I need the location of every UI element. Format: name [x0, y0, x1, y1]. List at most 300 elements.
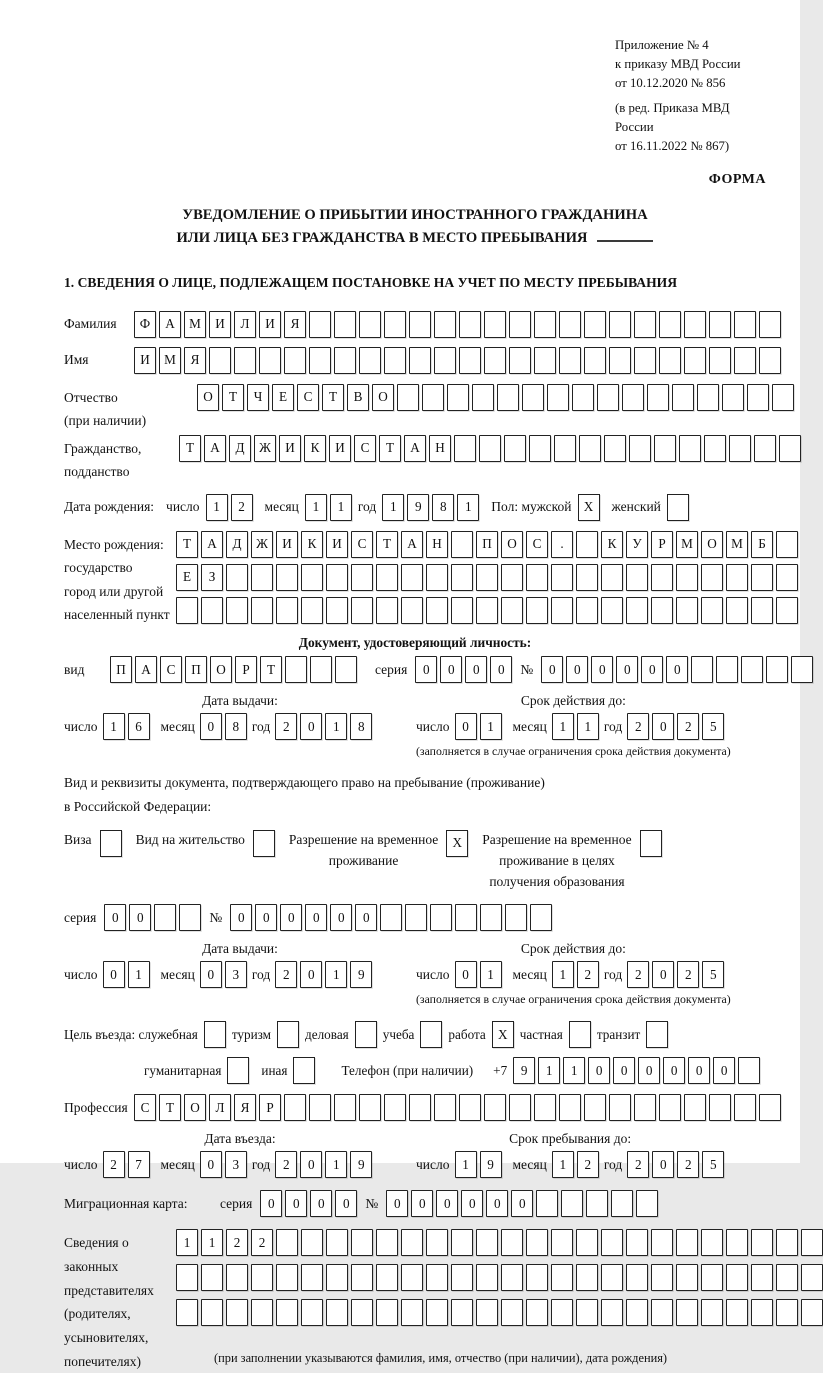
- char-cell[interactable]: Р: [259, 1094, 281, 1121]
- char-cell[interactable]: [334, 1094, 356, 1121]
- char-cell[interactable]: Д: [229, 435, 251, 462]
- char-cell[interactable]: [734, 1094, 756, 1121]
- char-cell[interactable]: [776, 597, 798, 624]
- char-cell[interactable]: О: [701, 531, 723, 558]
- char-cell[interactable]: [659, 311, 681, 338]
- char-cell[interactable]: [626, 1264, 648, 1291]
- char-cell[interactable]: [409, 311, 431, 338]
- char-cell[interactable]: И: [279, 435, 301, 462]
- char-cell[interactable]: [401, 597, 423, 624]
- char-cell[interactable]: 0: [436, 1190, 458, 1217]
- char-cell[interactable]: [561, 1190, 583, 1217]
- char-cell[interactable]: 2: [577, 1151, 599, 1178]
- char-cell[interactable]: 0: [455, 961, 477, 988]
- char-cell[interactable]: 0: [616, 656, 638, 683]
- char-cell[interactable]: [597, 384, 619, 411]
- char-cell[interactable]: [551, 1299, 573, 1326]
- char-cell[interactable]: [701, 1264, 723, 1291]
- char-cell[interactable]: [751, 1264, 773, 1291]
- char-cell[interactable]: [276, 1299, 298, 1326]
- char-cell[interactable]: М: [159, 347, 181, 374]
- char-cell[interactable]: 0: [386, 1190, 408, 1217]
- char-cell[interactable]: О: [372, 384, 394, 411]
- char-cell[interactable]: 1: [128, 961, 150, 988]
- char-cell[interactable]: [726, 1229, 748, 1256]
- char-cell[interactable]: [526, 1264, 548, 1291]
- char-cell[interactable]: 0: [200, 1151, 222, 1178]
- char-cell[interactable]: [751, 1229, 773, 1256]
- char-cell[interactable]: [676, 1299, 698, 1326]
- char-cell[interactable]: [401, 564, 423, 591]
- char-cell[interactable]: [176, 597, 198, 624]
- char-cell[interactable]: Т: [260, 656, 282, 683]
- purpose-study-checkbox[interactable]: [420, 1021, 442, 1048]
- char-cell[interactable]: [622, 384, 644, 411]
- char-cell[interactable]: [384, 311, 406, 338]
- char-cell[interactable]: [779, 435, 801, 462]
- char-cell[interactable]: [251, 597, 273, 624]
- char-cell[interactable]: [351, 1264, 373, 1291]
- char-cell[interactable]: [741, 656, 763, 683]
- char-cell[interactable]: [609, 311, 631, 338]
- char-cell[interactable]: К: [301, 531, 323, 558]
- char-cell[interactable]: [397, 384, 419, 411]
- char-cell[interactable]: 1: [330, 494, 352, 521]
- char-cell[interactable]: [447, 384, 469, 411]
- char-cell[interactable]: .: [551, 531, 573, 558]
- char-cell[interactable]: 0: [310, 1190, 332, 1217]
- char-cell[interactable]: [572, 384, 594, 411]
- char-cell[interactable]: [359, 347, 381, 374]
- char-cell[interactable]: [551, 597, 573, 624]
- char-cell[interactable]: [601, 564, 623, 591]
- char-cell[interactable]: [276, 1229, 298, 1256]
- char-cell[interactable]: [201, 1264, 223, 1291]
- char-cell[interactable]: [301, 1229, 323, 1256]
- char-cell[interactable]: [179, 904, 201, 931]
- female-checkbox[interactable]: [667, 494, 689, 521]
- char-cell[interactable]: [684, 1094, 706, 1121]
- char-cell[interactable]: [505, 904, 527, 931]
- char-cell[interactable]: 8: [432, 494, 454, 521]
- char-cell[interactable]: 9: [513, 1057, 535, 1084]
- char-cell[interactable]: Ф: [134, 311, 156, 338]
- char-cell[interactable]: 0: [260, 1190, 282, 1217]
- char-cell[interactable]: 0: [688, 1057, 710, 1084]
- char-cell[interactable]: 0: [663, 1057, 685, 1084]
- char-cell[interactable]: [551, 1229, 573, 1256]
- char-cell[interactable]: 0: [511, 1190, 533, 1217]
- char-cell[interactable]: [554, 435, 576, 462]
- char-cell[interactable]: [709, 311, 731, 338]
- char-cell[interactable]: [629, 435, 651, 462]
- char-cell[interactable]: [259, 347, 281, 374]
- char-cell[interactable]: [351, 597, 373, 624]
- char-cell[interactable]: [326, 1264, 348, 1291]
- char-cell[interactable]: [409, 1094, 431, 1121]
- char-cell[interactable]: [301, 564, 323, 591]
- char-cell[interactable]: 0: [588, 1057, 610, 1084]
- char-cell[interactable]: [726, 1264, 748, 1291]
- char-cell[interactable]: Л: [209, 1094, 231, 1121]
- char-cell[interactable]: 5: [702, 1151, 724, 1178]
- char-cell[interactable]: [251, 1299, 273, 1326]
- char-cell[interactable]: А: [401, 531, 423, 558]
- char-cell[interactable]: 2: [275, 713, 297, 740]
- char-cell[interactable]: 0: [335, 1190, 357, 1217]
- temp-residence-checkbox[interactable]: X: [446, 830, 468, 857]
- char-cell[interactable]: А: [204, 435, 226, 462]
- char-cell[interactable]: Я: [184, 347, 206, 374]
- char-cell[interactable]: О: [197, 384, 219, 411]
- char-cell[interactable]: [636, 1190, 658, 1217]
- char-cell[interactable]: С: [354, 435, 376, 462]
- char-cell[interactable]: И: [326, 531, 348, 558]
- char-cell[interactable]: [626, 1229, 648, 1256]
- char-cell[interactable]: [534, 311, 556, 338]
- char-cell[interactable]: [276, 564, 298, 591]
- char-cell[interactable]: 1: [480, 713, 502, 740]
- char-cell[interactable]: А: [159, 311, 181, 338]
- char-cell[interactable]: [509, 347, 531, 374]
- char-cell[interactable]: [476, 1264, 498, 1291]
- char-cell[interactable]: [559, 1094, 581, 1121]
- char-cell[interactable]: [609, 1094, 631, 1121]
- char-cell[interactable]: [651, 597, 673, 624]
- char-cell[interactable]: С: [351, 531, 373, 558]
- char-cell[interactable]: 1: [538, 1057, 560, 1084]
- char-cell[interactable]: 0: [652, 1151, 674, 1178]
- char-cell[interactable]: О: [184, 1094, 206, 1121]
- char-cell[interactable]: [672, 384, 694, 411]
- char-cell[interactable]: [309, 311, 331, 338]
- char-cell[interactable]: [284, 1094, 306, 1121]
- char-cell[interactable]: 1: [206, 494, 228, 521]
- char-cell[interactable]: [701, 1299, 723, 1326]
- char-cell[interactable]: 0: [461, 1190, 483, 1217]
- char-cell[interactable]: [479, 435, 501, 462]
- char-cell[interactable]: [497, 384, 519, 411]
- char-cell[interactable]: Д: [226, 531, 248, 558]
- char-cell[interactable]: 0: [486, 1190, 508, 1217]
- char-cell[interactable]: [801, 1229, 823, 1256]
- char-cell[interactable]: Е: [176, 564, 198, 591]
- char-cell[interactable]: [401, 1299, 423, 1326]
- char-cell[interactable]: С: [134, 1094, 156, 1121]
- char-cell[interactable]: О: [501, 531, 523, 558]
- char-cell[interactable]: [201, 597, 223, 624]
- char-cell[interactable]: [651, 564, 673, 591]
- char-cell[interactable]: [734, 311, 756, 338]
- char-cell[interactable]: [334, 347, 356, 374]
- char-cell[interactable]: Т: [176, 531, 198, 558]
- char-cell[interactable]: 1: [457, 494, 479, 521]
- char-cell[interactable]: [334, 311, 356, 338]
- char-cell[interactable]: [776, 1299, 798, 1326]
- char-cell[interactable]: [226, 1299, 248, 1326]
- char-cell[interactable]: [526, 597, 548, 624]
- char-cell[interactable]: Б: [751, 531, 773, 558]
- char-cell[interactable]: [684, 311, 706, 338]
- char-cell[interactable]: 0: [666, 656, 688, 683]
- char-cell[interactable]: [734, 347, 756, 374]
- char-cell[interactable]: 0: [103, 961, 125, 988]
- char-cell[interactable]: [201, 1299, 223, 1326]
- char-cell[interactable]: [726, 564, 748, 591]
- char-cell[interactable]: [601, 597, 623, 624]
- char-cell[interactable]: 0: [652, 961, 674, 988]
- residence-permit-checkbox[interactable]: [253, 830, 275, 857]
- char-cell[interactable]: [530, 904, 552, 931]
- char-cell[interactable]: [434, 1094, 456, 1121]
- char-cell[interactable]: И: [259, 311, 281, 338]
- char-cell[interactable]: 0: [200, 713, 222, 740]
- char-cell[interactable]: 1: [325, 1151, 347, 1178]
- char-cell[interactable]: [226, 1264, 248, 1291]
- char-cell[interactable]: [534, 1094, 556, 1121]
- char-cell[interactable]: [701, 1229, 723, 1256]
- char-cell[interactable]: [529, 435, 551, 462]
- char-cell[interactable]: З: [201, 564, 223, 591]
- char-cell[interactable]: В: [347, 384, 369, 411]
- char-cell[interactable]: [654, 435, 676, 462]
- char-cell[interactable]: [476, 1229, 498, 1256]
- char-cell[interactable]: 0: [300, 713, 322, 740]
- char-cell[interactable]: [480, 904, 502, 931]
- char-cell[interactable]: [251, 1264, 273, 1291]
- char-cell[interactable]: 0: [415, 656, 437, 683]
- char-cell[interactable]: [504, 435, 526, 462]
- char-cell[interactable]: [285, 656, 307, 683]
- purpose-private-checkbox[interactable]: [569, 1021, 591, 1048]
- char-cell[interactable]: Я: [234, 1094, 256, 1121]
- char-cell[interactable]: [251, 564, 273, 591]
- char-cell[interactable]: [476, 564, 498, 591]
- char-cell[interactable]: 9: [350, 1151, 372, 1178]
- char-cell[interactable]: [751, 597, 773, 624]
- char-cell[interactable]: 0: [652, 713, 674, 740]
- char-cell[interactable]: [276, 597, 298, 624]
- char-cell[interactable]: Т: [222, 384, 244, 411]
- char-cell[interactable]: 1: [325, 961, 347, 988]
- char-cell[interactable]: [451, 531, 473, 558]
- char-cell[interactable]: 1: [563, 1057, 585, 1084]
- char-cell[interactable]: 5: [702, 713, 724, 740]
- char-cell[interactable]: 1: [382, 494, 404, 521]
- char-cell[interactable]: С: [160, 656, 182, 683]
- purpose-transit-checkbox[interactable]: [646, 1021, 668, 1048]
- char-cell[interactable]: Ч: [247, 384, 269, 411]
- char-cell[interactable]: [722, 384, 744, 411]
- char-cell[interactable]: [704, 435, 726, 462]
- char-cell[interactable]: [434, 347, 456, 374]
- char-cell[interactable]: [309, 1094, 331, 1121]
- char-cell[interactable]: И: [209, 311, 231, 338]
- char-cell[interactable]: 0: [455, 713, 477, 740]
- male-checkbox[interactable]: X: [578, 494, 600, 521]
- char-cell[interactable]: [601, 1299, 623, 1326]
- char-cell[interactable]: [759, 1094, 781, 1121]
- char-cell[interactable]: 0: [255, 904, 277, 931]
- char-cell[interactable]: [586, 1190, 608, 1217]
- char-cell[interactable]: [634, 311, 656, 338]
- char-cell[interactable]: 2: [627, 961, 649, 988]
- char-cell[interactable]: [380, 904, 402, 931]
- char-cell[interactable]: [376, 1264, 398, 1291]
- char-cell[interactable]: [426, 1264, 448, 1291]
- char-cell[interactable]: 0: [280, 904, 302, 931]
- char-cell[interactable]: [604, 435, 626, 462]
- char-cell[interactable]: [326, 1299, 348, 1326]
- char-cell[interactable]: 0: [411, 1190, 433, 1217]
- char-cell[interactable]: [351, 1299, 373, 1326]
- char-cell[interactable]: [522, 384, 544, 411]
- char-cell[interactable]: [451, 1264, 473, 1291]
- char-cell[interactable]: 1: [480, 961, 502, 988]
- char-cell[interactable]: И: [329, 435, 351, 462]
- char-cell[interactable]: [536, 1190, 558, 1217]
- char-cell[interactable]: [509, 1094, 531, 1121]
- char-cell[interactable]: [551, 1264, 573, 1291]
- char-cell[interactable]: 0: [104, 904, 126, 931]
- char-cell[interactable]: [759, 347, 781, 374]
- char-cell[interactable]: 2: [231, 494, 253, 521]
- char-cell[interactable]: 0: [300, 961, 322, 988]
- char-cell[interactable]: [426, 1299, 448, 1326]
- char-cell[interactable]: [701, 564, 723, 591]
- temp-residence-education-checkbox[interactable]: [640, 830, 662, 857]
- char-cell[interactable]: [451, 1299, 473, 1326]
- char-cell[interactable]: Р: [235, 656, 257, 683]
- char-cell[interactable]: [459, 311, 481, 338]
- purpose-tourism-checkbox[interactable]: [277, 1021, 299, 1048]
- char-cell[interactable]: 0: [591, 656, 613, 683]
- char-cell[interactable]: 2: [677, 713, 699, 740]
- char-cell[interactable]: 1: [325, 713, 347, 740]
- char-cell[interactable]: [484, 1094, 506, 1121]
- char-cell[interactable]: [584, 311, 606, 338]
- char-cell[interactable]: М: [726, 531, 748, 558]
- char-cell[interactable]: [484, 347, 506, 374]
- purpose-humanitarian-checkbox[interactable]: [227, 1057, 249, 1084]
- char-cell[interactable]: [454, 435, 476, 462]
- char-cell[interactable]: И: [276, 531, 298, 558]
- char-cell[interactable]: [766, 656, 788, 683]
- char-cell[interactable]: [751, 564, 773, 591]
- char-cell[interactable]: [376, 597, 398, 624]
- char-cell[interactable]: [359, 1094, 381, 1121]
- char-cell[interactable]: [738, 1057, 760, 1084]
- char-cell[interactable]: [351, 1229, 373, 1256]
- char-cell[interactable]: [526, 1229, 548, 1256]
- char-cell[interactable]: [351, 564, 373, 591]
- char-cell[interactable]: [697, 384, 719, 411]
- char-cell[interactable]: 0: [566, 656, 588, 683]
- char-cell[interactable]: Л: [234, 311, 256, 338]
- char-cell[interactable]: [226, 597, 248, 624]
- char-cell[interactable]: [547, 384, 569, 411]
- char-cell[interactable]: [691, 656, 713, 683]
- char-cell[interactable]: [551, 564, 573, 591]
- char-cell[interactable]: [384, 1094, 406, 1121]
- char-cell[interactable]: 0: [541, 656, 563, 683]
- char-cell[interactable]: [751, 1299, 773, 1326]
- char-cell[interactable]: П: [476, 531, 498, 558]
- char-cell[interactable]: [326, 1229, 348, 1256]
- char-cell[interactable]: [459, 347, 481, 374]
- char-cell[interactable]: [759, 311, 781, 338]
- char-cell[interactable]: [359, 311, 381, 338]
- char-cell[interactable]: [451, 564, 473, 591]
- char-cell[interactable]: 2: [677, 961, 699, 988]
- char-cell[interactable]: [611, 1190, 633, 1217]
- char-cell[interactable]: М: [676, 531, 698, 558]
- char-cell[interactable]: [716, 656, 738, 683]
- char-cell[interactable]: И: [134, 347, 156, 374]
- char-cell[interactable]: 2: [577, 961, 599, 988]
- char-cell[interactable]: Р: [651, 531, 673, 558]
- char-cell[interactable]: Т: [159, 1094, 181, 1121]
- char-cell[interactable]: [376, 1299, 398, 1326]
- char-cell[interactable]: Н: [429, 435, 451, 462]
- char-cell[interactable]: [501, 1264, 523, 1291]
- char-cell[interactable]: 5: [702, 961, 724, 988]
- char-cell[interactable]: [576, 1264, 598, 1291]
- char-cell[interactable]: [559, 347, 581, 374]
- char-cell[interactable]: Е: [272, 384, 294, 411]
- char-cell[interactable]: [401, 1264, 423, 1291]
- char-cell[interactable]: [772, 384, 794, 411]
- char-cell[interactable]: [509, 311, 531, 338]
- char-cell[interactable]: [459, 1094, 481, 1121]
- char-cell[interactable]: [376, 1229, 398, 1256]
- char-cell[interactable]: [651, 1299, 673, 1326]
- char-cell[interactable]: [701, 597, 723, 624]
- char-cell[interactable]: [659, 347, 681, 374]
- char-cell[interactable]: [422, 384, 444, 411]
- char-cell[interactable]: У: [626, 531, 648, 558]
- char-cell[interactable]: [326, 597, 348, 624]
- char-cell[interactable]: [801, 1264, 823, 1291]
- char-cell[interactable]: 0: [641, 656, 663, 683]
- char-cell[interactable]: [430, 904, 452, 931]
- char-cell[interactable]: [426, 1229, 448, 1256]
- char-cell[interactable]: [176, 1299, 198, 1326]
- char-cell[interactable]: [335, 656, 357, 683]
- char-cell[interactable]: [209, 347, 231, 374]
- char-cell[interactable]: А: [201, 531, 223, 558]
- char-cell[interactable]: [684, 347, 706, 374]
- char-cell[interactable]: [709, 347, 731, 374]
- char-cell[interactable]: [634, 1094, 656, 1121]
- char-cell[interactable]: 0: [465, 656, 487, 683]
- char-cell[interactable]: [176, 1264, 198, 1291]
- char-cell[interactable]: [451, 597, 473, 624]
- char-cell[interactable]: [709, 1094, 731, 1121]
- char-cell[interactable]: [309, 347, 331, 374]
- char-cell[interactable]: [584, 1094, 606, 1121]
- char-cell[interactable]: [226, 564, 248, 591]
- char-cell[interactable]: О: [210, 656, 232, 683]
- char-cell[interactable]: 2: [251, 1229, 273, 1256]
- char-cell[interactable]: 7: [128, 1151, 150, 1178]
- char-cell[interactable]: 6: [128, 713, 150, 740]
- char-cell[interactable]: 0: [713, 1057, 735, 1084]
- char-cell[interactable]: 0: [285, 1190, 307, 1217]
- char-cell[interactable]: [626, 597, 648, 624]
- char-cell[interactable]: [534, 347, 556, 374]
- char-cell[interactable]: [434, 311, 456, 338]
